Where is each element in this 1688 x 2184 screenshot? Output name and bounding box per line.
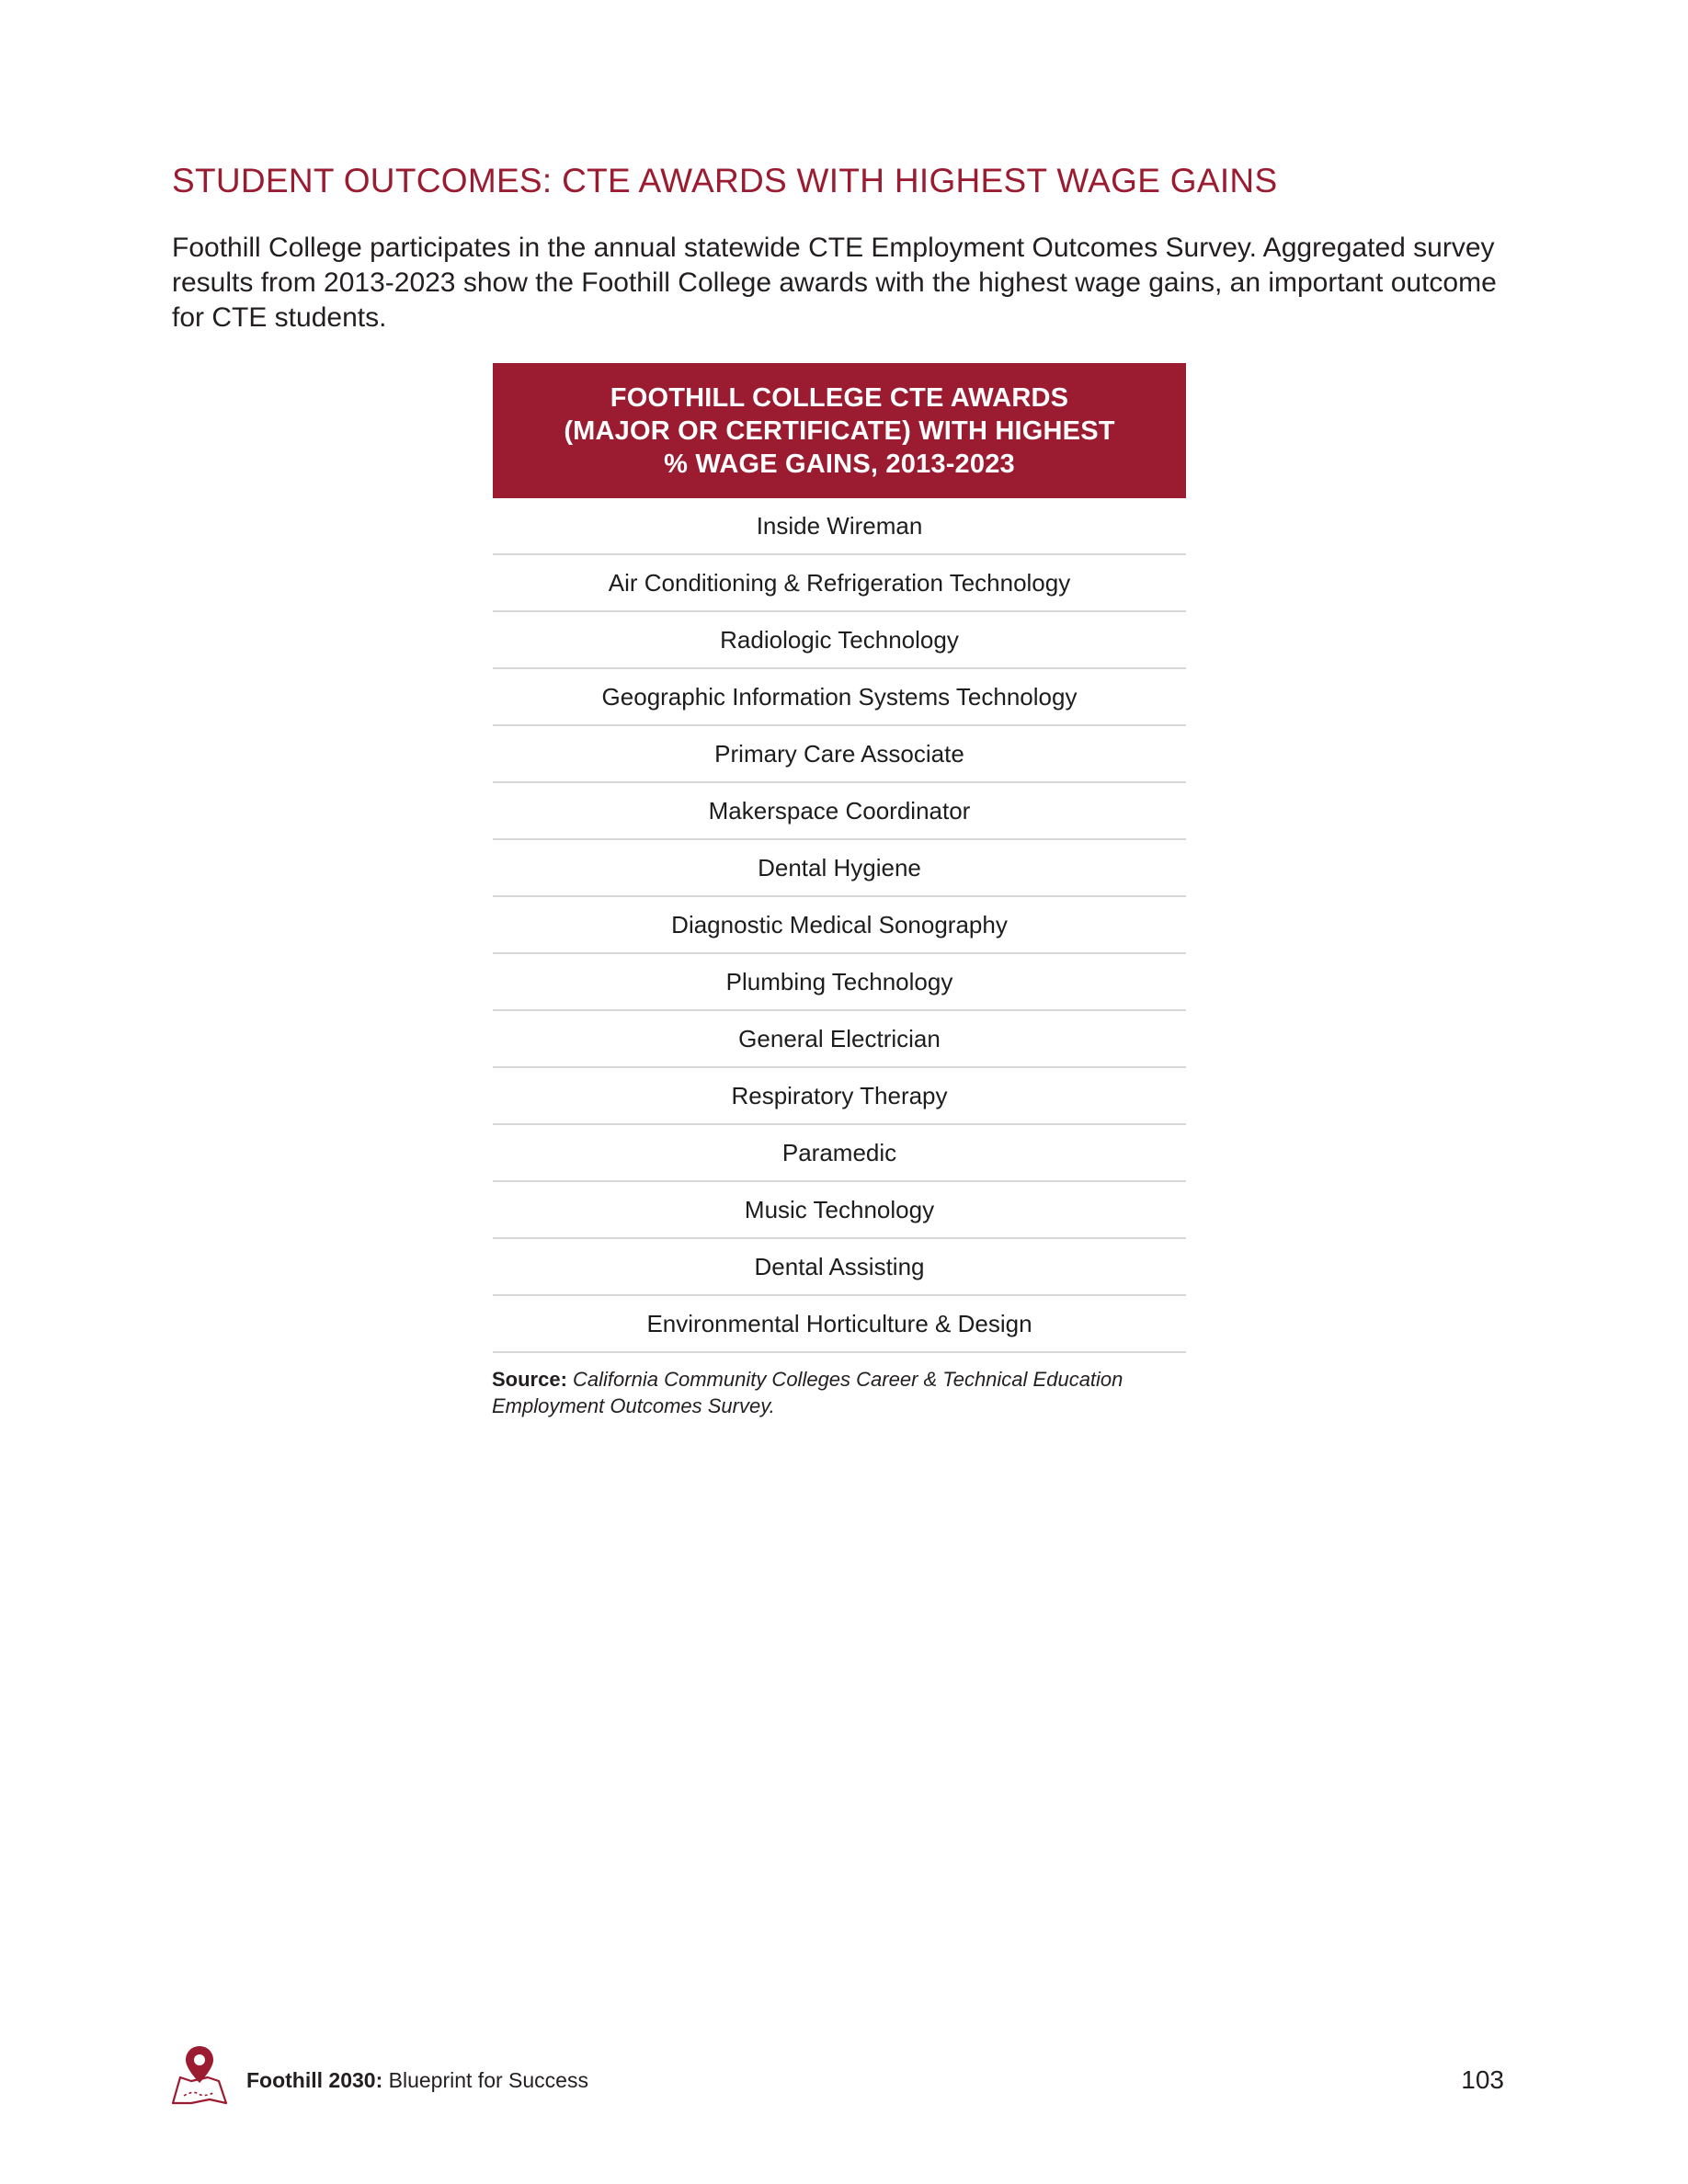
table-header [493,363,1186,498]
table-row: Primary Care Associate [493,726,1186,783]
table-row: Paramedic [493,1125,1186,1182]
table-row: Dental Hygiene [493,840,1186,897]
table-row: Geographic Information Systems Technology [493,669,1186,726]
footer-title-rest: Blueprint for Success [382,2068,588,2092]
source-label: Source: [492,1368,567,1391]
map-pin-icon [171,2042,228,2105]
table-row: Environmental Horticulture & Design [493,1296,1186,1353]
table-row: Diagnostic Medical Sonography [493,897,1186,954]
table-row: Plumbing Technology [493,954,1186,1011]
awards-table [493,363,1186,1353]
footer-title-strong: Foothill 2030: [246,2068,383,2092]
table-row: Respiratory Therapy [493,1068,1186,1125]
table-row: Air Conditioning & Refrigeration Technology [493,555,1186,612]
source-text: California Community Colleges Career & Technical Education Employment Outcomes Survey. [492,1368,1123,1417]
table-row: Music Technology [493,1182,1186,1239]
intro-paragraph: Foothill College participates in the annual statewide CTE Employment Outcomes Survey. Aggregated survey results from 2013-2023 show the Foothill College awards with the highest wage gains, an important outcome for CTE students. [172,233,1497,333]
table-row: Dental Assisting [493,1239,1186,1296]
source-note [492,1366,1191,1419]
award-list [493,498,1186,1353]
page-number: 103 [1461,2065,1504,2094]
table-header-line: FOOTHILL COLLEGE CTE AWARDS [610,383,1069,413]
footer-title [246,2068,588,2093]
table-header-line: (MAJOR OR CERTIFICATE) WITH HIGHEST [564,416,1115,446]
table-row: Inside Wireman [493,498,1186,555]
table-header-line: % WAGE GAINS, 2013-2023 [664,449,1015,479]
table-row: Radiologic Technology [493,612,1186,669]
page-heading: STUDENT OUTCOMES: CTE AWARDS WITH HIGHEST WAGE GAINS [172,162,1278,199]
table-row: Makerspace Coordinator [493,783,1186,840]
table-row: General Electrician [493,1011,1186,1068]
